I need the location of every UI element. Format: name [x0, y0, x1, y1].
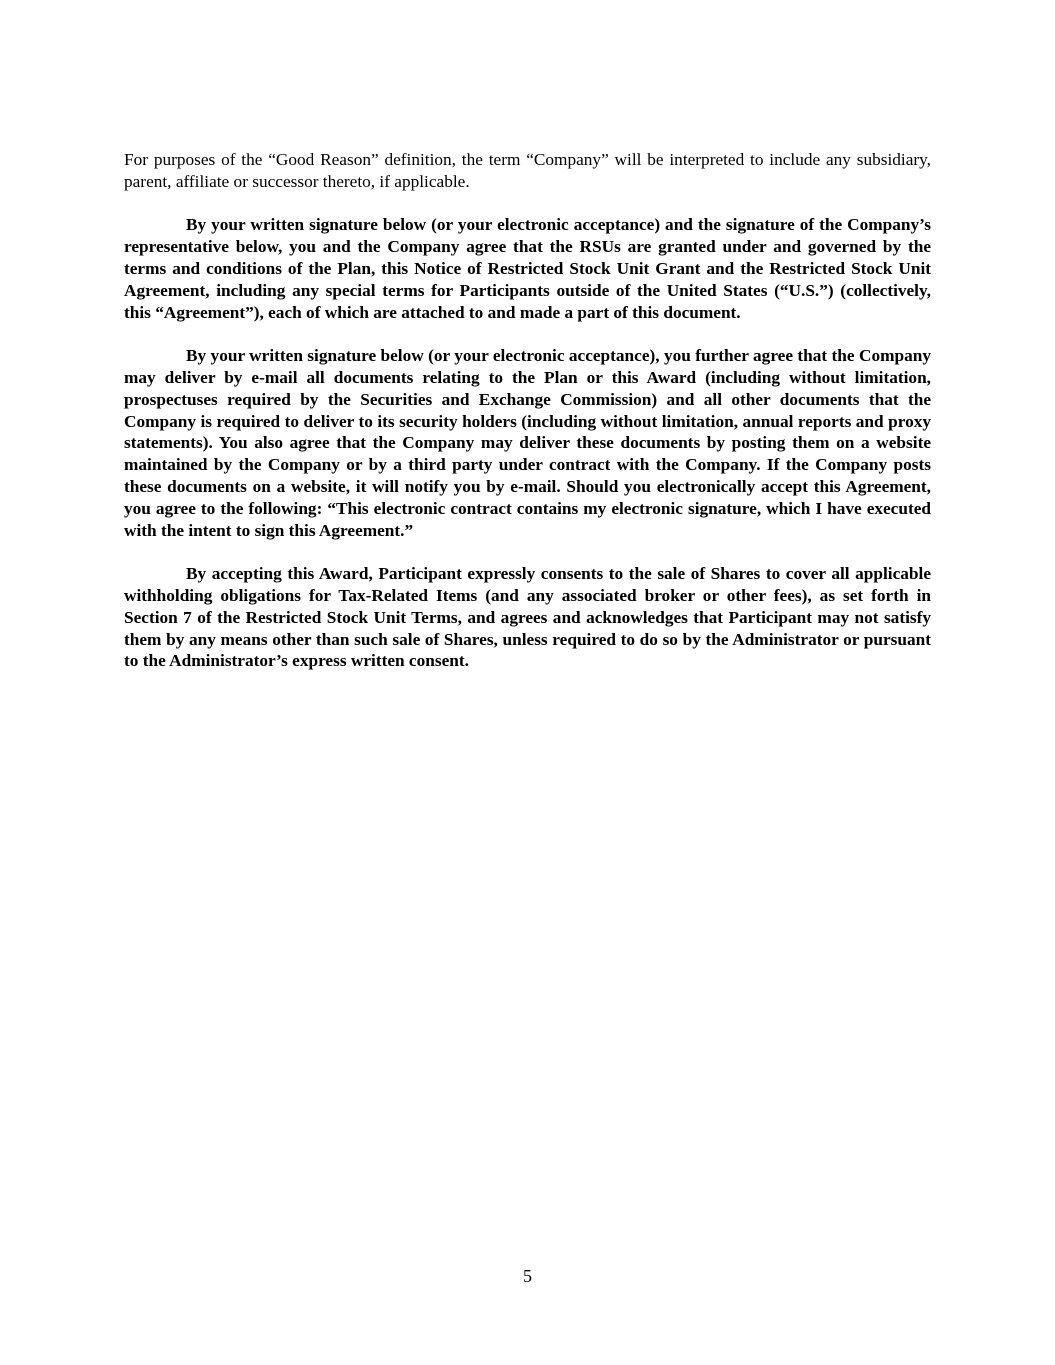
page-number: 5 — [523, 1266, 532, 1286]
good-reason-paragraph: For purposes of the “Good Reason” definition, the term “Company” will be interpreted to include any subsidiary, parent, affiliate or successor thereto, if applicable. — [124, 150, 931, 191]
signature-agreement-paragraph: By your written signature below (or your electronic acceptance) and the signature of the Company’s representative below, you and the Company agree that the RSUs are granted under and governed by the terms and conditions of the Plan, this Notice of Restricted Stock Unit Grant and the Restricted Stock Unit Agreement, including any special terms for Participants outside of the United States (“U.S.”) (collectively, this “Agreement”), each of which are attached to and made a part of this document. — [124, 215, 931, 322]
sale-to-cover-consent-paragraph: By accepting this Award, Participant expressly consents to the sale of Shares to cover all applicable withholding obligations for Tax-Related Items (and any associated broker or other fees), as set forth in Section 7 of the Restricted Stock Unit Terms, and agrees and acknowledges that Participant may not satisfy them by any means other than such sale of Shares, unless required to do so by the Administrator or pursuant to the Administrator’s express written consent. — [124, 564, 931, 671]
electronic-delivery-paragraph: By your written signature below (or your electronic acceptance), you further agree that the Company may deliver by e-mail all documents relating to the Plan or this Award (including without limitation, prospectuses required by the Securities and Exchange Commission) and all other documents that the Company is required to deliver to its security holders (including without limitation, annual reports and proxy statements). You also agree that the Company may deliver these documents by posting them on a website maintained by the Company or by a third party under contract with the Company. If the Company posts these documents on a website, it will notify you by e-mail. Should you electronically accept this Agreement, you agree to the following: “This electronic contract contains my electronic signature, which I have executed with the intent to sign this Agreement.” — [124, 346, 931, 540]
document-body — [124, 149, 931, 694]
